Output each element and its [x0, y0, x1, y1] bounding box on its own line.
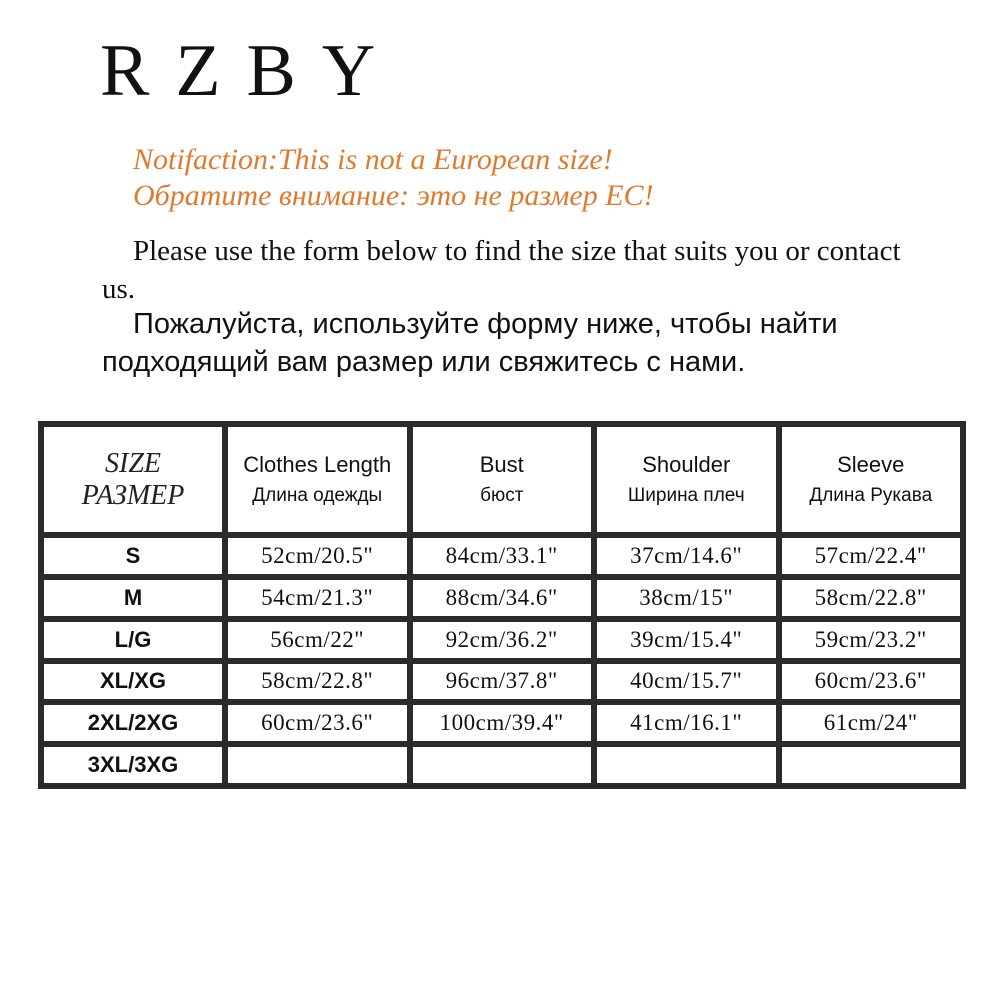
table-row	[44, 664, 960, 700]
table-row	[44, 538, 960, 574]
size-chart	[38, 421, 966, 789]
size-label: 2XL/2XG	[44, 705, 222, 741]
measurement-cell: 41cm/16.1"	[597, 705, 776, 741]
size-table	[38, 421, 966, 789]
measurement-cell: 84cm/33.1"	[413, 538, 592, 574]
measurement-cell: 96cm/37.8"	[413, 664, 592, 700]
measurement-cell: 61cm/24"	[782, 705, 961, 741]
column-header-sleeve	[782, 427, 961, 532]
measurement-cell: 60cm/23.6"	[782, 664, 961, 700]
size-label: XL/XG	[44, 664, 222, 700]
column-header-ru: Длина Рукава	[809, 484, 933, 506]
measurement-cell: 37cm/14.6"	[597, 538, 776, 574]
measurement-cell: 92cm/36.2"	[413, 622, 592, 658]
measurement-cell: 52cm/20.5"	[228, 538, 407, 574]
column-header-ru: Ширина плеч	[627, 484, 745, 506]
size-label: S	[44, 538, 222, 574]
table-row	[44, 622, 960, 658]
table-row	[44, 747, 960, 783]
measurement-cell: 57cm/22.4"	[782, 538, 961, 574]
measurement-cell: 59cm/23.2"	[782, 622, 961, 658]
measurement-cell: 58cm/22.8"	[782, 580, 961, 616]
measurement-cell	[228, 747, 407, 783]
measurement-cell: 54cm/21.3"	[228, 580, 407, 616]
column-header-ru: бюст	[480, 484, 524, 506]
measurement-cell	[413, 747, 592, 783]
measurement-cell: 60cm/23.6"	[228, 705, 407, 741]
column-header-shoulder	[597, 427, 776, 532]
size-label: 3XL/3XG	[44, 747, 222, 783]
brand-logo: RZBY	[100, 30, 402, 112]
column-header-length	[228, 427, 407, 532]
notice-english: Notifaction:This is not a European size!	[133, 143, 613, 176]
table-row	[44, 705, 960, 741]
measurement-cell	[782, 747, 961, 783]
measurement-cell: 56cm/22"	[228, 622, 407, 658]
column-header-en: Sleeve	[837, 451, 905, 477]
intro-russian: Пожалуйста, используйте форму ниже, чтобы найти подходящий вам размер или свяжитесь с нами.	[102, 308, 838, 378]
table-row	[44, 580, 960, 616]
column-header-en: Clothes Length	[243, 451, 392, 477]
column-header-en: Bust	[479, 451, 524, 477]
size-notice	[133, 142, 654, 214]
measurement-cell	[597, 747, 776, 783]
column-header-en: Shoulder	[642, 451, 731, 477]
size-label: L/G	[44, 622, 222, 658]
column-header-bust	[413, 427, 592, 532]
size-header-cell	[44, 427, 222, 532]
measurement-cell: 39cm/15.4"	[597, 622, 776, 658]
size-rows	[44, 538, 960, 783]
measurement-cell: 58cm/22.8"	[228, 664, 407, 700]
size-header-en: SIZE	[105, 447, 161, 479]
size-label: M	[44, 580, 222, 616]
measurement-cell: 100cm/39.4"	[413, 705, 592, 741]
notice-russian: Обратите внимание: это не размер ЕС!	[133, 179, 654, 212]
intro-english: Please use the form below to find the size that suits you or contact us.	[102, 235, 901, 305]
measurement-cell: 38cm/15"	[597, 580, 776, 616]
measurement-cell: 88cm/34.6"	[413, 580, 592, 616]
measurement-cell: 40cm/15.7"	[597, 664, 776, 700]
column-header-ru: Длина одежды	[252, 484, 383, 506]
table-header-row	[44, 427, 960, 532]
size-header-ru: РАЗМЕР	[81, 479, 185, 511]
